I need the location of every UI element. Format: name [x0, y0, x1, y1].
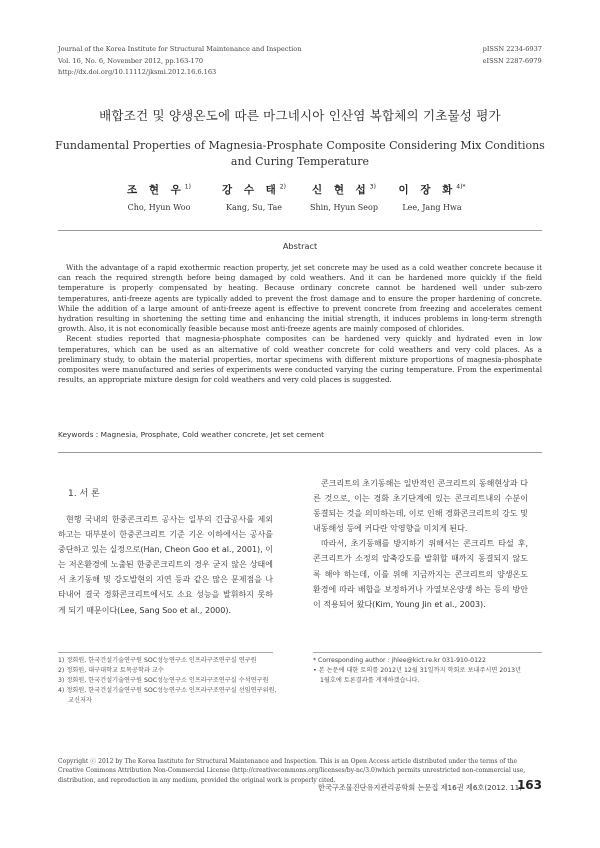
discussion-note-cont: 1월호에 토론결과를 게재하겠습니다.: [320, 677, 420, 684]
keywords-label: Keywords: [58, 430, 94, 439]
footnote-rule-right: [313, 652, 542, 653]
footnote-4-cont: 교신저자: [68, 697, 92, 704]
right-paragraph-2: 따라서, 초기동해를 방지하기 위해서는 콘크리트 타설 후, 콘크리트가 소정의 압축강도를 발휘할 때까지 동결되지 않도록 해야 하는데, 이를 위해 지금까지는 콘크리트의 양생온도 환경에 따라 배합을 보정하거나 가열보온양생 하는 등의 방안이 적용되어 왔다(Kim, Young Jin et al., 2003).: [313, 539, 528, 609]
author-2-ko: 강 수 태: [222, 184, 280, 196]
abstract-top-rule: [58, 230, 542, 231]
keywords-text: : Magnesia, Prosphate, Cold weather concrete, Jet set cement: [95, 430, 325, 439]
footnote-3: 3) 정회원, 한국건설기술연구원 SOC성능연구소 인프라구조연구실 수석연구원: [58, 677, 269, 684]
keywords: [58, 430, 324, 439]
page-number: 163: [516, 778, 542, 792]
author-2-en: Kang, Su, Tae: [225, 203, 283, 212]
eissn: eISSN 2287-6979: [482, 56, 542, 65]
footnote-rule-left: [58, 652, 273, 653]
journal-doi: http://dx.doi.org/10.11112/jksmi.2012.16.6.163: [58, 68, 217, 76]
footnotes-right: [313, 656, 545, 686]
title-english-line-2: and Curing Temperature: [230, 155, 370, 168]
author-1-ko: 조 현 우: [127, 184, 185, 196]
right-column-body: [313, 476, 528, 612]
pissn: pISSN 2234-6937: [482, 45, 542, 53]
author-1-sup: 1): [184, 183, 191, 191]
abstract-paragraph-1: With the advantage of a rapid exothermic reaction property, jet set concrete may be used as a cold weather concrete because it can reach the required strength before being damaged by cold weathers. And it can be hardened more quickly if the field temperature is properly compensated by heating. Because ordinary concrete cannot be hardened well under sub-zero temperatures, anti-freeze agents are typically added to prevent the frost damage and to ensure the proper hardening of concrete. While the addition of a large amount of anti-freeze agent is effective to prevent concrete from freezing and accelerates cement hydration resulting in shortening the setting time and enhancing the initial strength, it induces problems in long-term strength growth. Also, it is not economically feasible because most anti-freeze agents are mainly composed of chlorides.: [58, 263, 542, 334]
abstract-heading: Abstract: [282, 241, 318, 251]
author-1: [104, 182, 214, 212]
title-korean: 배합조건 및 양생온도에 따른 마그네시아 인산염 복합체의 기초물성 평가: [99, 108, 501, 123]
footnote-1: 1) 정회원, 한국건설기술연구원 SOC성능연구소 인프라구조연구실 연구원: [58, 657, 257, 664]
journal-volume: Vol. 16, No. 6, November 2012, pp.163-170: [58, 56, 204, 65]
footnote-4: 4) 정회원, 한국건설기술연구원 SOC성능연구소 인프라구조연구실 선임연구위원,: [58, 687, 277, 694]
journal-name: Journal of the Korea Institute for Structural Maintenance and Inspection: [58, 45, 302, 53]
author-3-ko: 신 현 섭: [312, 184, 370, 196]
abstract-bottom-rule: [58, 452, 542, 453]
author-4-ko: 이 장 화: [398, 184, 457, 196]
copyright-notice: Copyright ⓒ 2012 by The Korea Institute for Structural Maintenance and Inspection. This is an Open Access article distributed under the terms of the Creative Commons Attribution Non-Commercial License (http://creativecommons.org/licenses/by-nc/3.0)which permits unrestricted non-commercial use, distribution, and reproduction in any medium, provided the original work is properly cited.: [58, 758, 526, 784]
author-3-en: Shin, Hyun Seop: [310, 203, 378, 212]
left-column-body: [58, 512, 273, 618]
journal-header: [58, 44, 301, 79]
author-4: [377, 182, 487, 212]
author-3-sup: 3): [369, 183, 376, 191]
issn-block: [483, 44, 542, 67]
discussion-note: • 본 논문에 대한 토의를 2012년 12월 31일까지 학회로 보내주시면 2013년: [313, 667, 522, 674]
title-english: [40, 138, 560, 170]
left-paragraph: 현행 국내의 한중콘크리트 공사는 일부의 긴급공사를 제외하고는 대부분이 한중콘크리트 기준 기온 이하에서는 공사를 중단하고 있는 실정으로(Han, Cheon Goo et al., 2001), 이는 저온환경에 노출된 한중콘크리트의 경우 굳지 않은 상태에서 초기동해 및 강도발현의 지연 등과 같은 많은 문제점을 나타내어 결국 경화콘크리트에서도 소요 성능을 발휘하지 못하게 되기 때문이다(Lee, Sang Soo et al., 2000).: [58, 515, 273, 615]
footnotes-left: [58, 656, 288, 706]
author-2-sup: 2): [279, 183, 286, 191]
author-4-en: Lee, Jang Hwa: [402, 203, 462, 212]
abstract-body: [58, 263, 542, 385]
author-1-en: Cho, Hyun Woo: [127, 203, 191, 212]
abstract-paragraph-2: Recent studies reported that magnesia-phosphate composites can be hardened very quickly and hydrated even in low temperatures, which can be used as an alternative of cold weather concrete for cold weathers and very cold places. As a preliminary study, to obtain the material properties, mortar specimens with different mixture proportions of magnesia-phosphate composites were manufactured and series of experiments were conducted varying the curing temperature. From the experimental results, an appropriate mixture design for cold weathers and very cold places is suggested.: [58, 334, 542, 385]
corresponding-author: * Corresponding author : jhlee@kict.re.kr 031-910-0122: [313, 657, 486, 664]
footnote-2: 2) 정회원, 대구대학교 토목공학과 교수: [58, 667, 164, 674]
footer-journal: 한국구조물진단유지관리공학회 논문집 제16권 제6호(2012. 11): [318, 783, 522, 792]
author-4-sup: 4)*: [456, 183, 466, 191]
title-english-line-1: Fundamental Properties of Magnesia-Prosphate Composite Considering Mix Conditions: [55, 139, 545, 152]
right-paragraph-1: 콘크리트의 초기동해는 일반적인 콘크리트의 동해현상과 다른 것으로, 이는 경화 초기단계에 있는 콘크리트내의 수분이 동결되는 것을 의미하는데, 이로 인해 경화콘크리트의 강도 및 내동해성 등에 커다란 악영향을 미치게 된다.: [313, 479, 528, 534]
section-heading: 1. 서 론: [68, 489, 100, 499]
